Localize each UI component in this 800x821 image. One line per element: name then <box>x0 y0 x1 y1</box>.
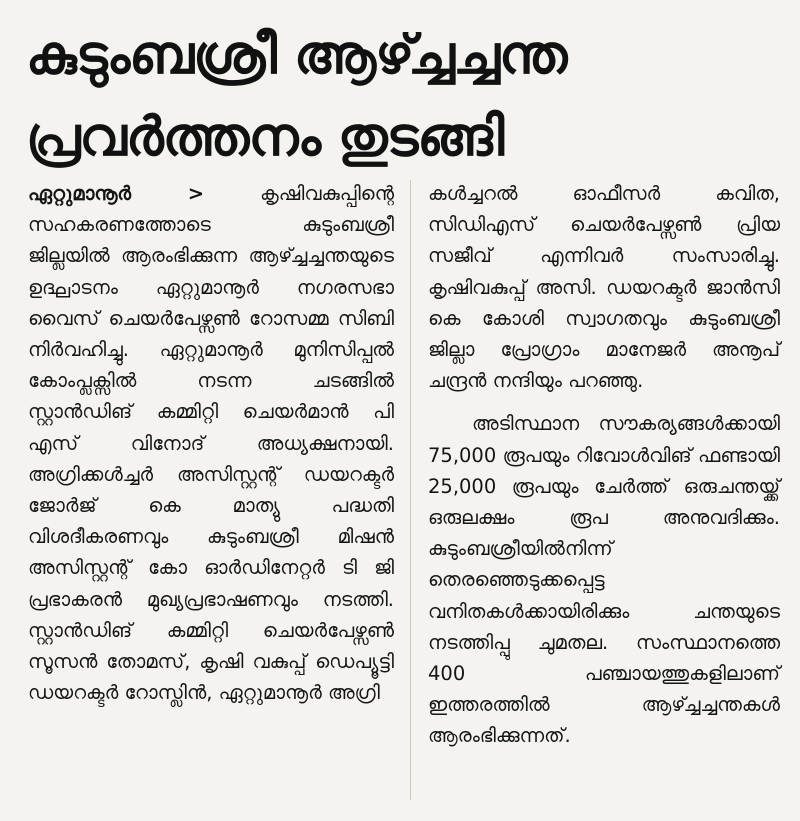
headline-line-2: പ്രവർത്തനം തുടങ്ങി <box>26 105 504 168</box>
headline-line-1: കുടുംബശ്രീ ആഴ്ച്ചച്ചന്ത <box>26 23 567 86</box>
article-body-left: കൃഷിവകുപ്പിന്റെ സഹകരണത്തോടെ കുടുംബശ്രീ ജില്ലയിൽ ആരംഭിക്കുന്ന ആഴ്ച്ചച്ചന്തയുടെ ഉദ്ഘാടനം ഏറ്റുമാനൂർ നഗരസഭാ വൈസ് ചെയർപേഴ്സൺ റോസമ്മ സിബി നിർവഹിച്ചു. ഏറ്റുമാനൂർ മുനിസിപ്പൽ കോംപ്ലക്സിൽ നടന്ന ചടങ്ങിൽ സ്റ്റാൻഡിങ് കമ്മിറ്റി ചെയർമാൻ പി എസ് വിനോദ് അധ്യക്ഷനായി. അഗ്രിക്കൾച്ചർ അസിസ്റ്റന്റ് ഡയറക്ടർ ജോർജ് കെ മാത്യു പദ്ധതി വിശദീകരണവും കുടുംബശ്രീ മിഷൻ അസിസ്റ്റന്റ് കോ ഓർഡിനേറ്റർ ടി ജി പ്രഭാകരൻ മുഖ്യപ്രഭാഷണവും നടത്തി. സ്റ്റാൻഡിങ് കമ്മിറ്റി ചെയർപേഴ്സൺ സൂസൻ തോമസ്, കൃഷി വകുപ്പ് ഡെപ്യൂട്ടി ഡയറക്ടർ റോസ്ലിൻ, ഏറ്റുമാനൂർ അഗ്രി <box>28 182 394 705</box>
article-paragraph-2: അടിസ്ഥാന സൗകര്യങ്ങൾക്കായി 75,000 രൂപയും റിവോൾവിങ് ഫണ്ടായി 25,000 രൂപയും ചേർത്ത് ഒരുചന്തയ്ക്ക് ഒരുലക്ഷം രൂപ അനുവദിക്കും. കുടുംബശ്രീയിൽനിന്ന് തെരഞ്ഞെടുക്കപ്പെട്ട വനിതകൾക്കായിരിക്കും ചന്തയുടെ നടത്തിപ്പു ചുമതല. സംസ്ഥാനത്തെ 400 പഞ്ചായത്തുകളിലാണ് ഇത്തരത്തിൽ ആഴ്ച്ചച്ചന്തകൾ ആരംഭിക്കുന്നത്. <box>428 412 780 748</box>
column-divider <box>410 180 411 800</box>
article-column-left <box>28 178 394 708</box>
article-column-right <box>428 178 780 752</box>
headline <box>26 14 796 178</box>
dateline: ഏറ്റുമാനൂർ > <box>28 182 205 205</box>
article-paragraph <box>28 178 394 708</box>
article-paragraph-continued: കൾച്ചറൽ ഓഫീസർ കവിത, സിഡിഎസ് ചെയർപേഴ്സൺ പ്രിയ സജീവ് എന്നിവർ സംസാരിച്ചു. കൃഷിവകുപ്പ് അസി. ഡയറക്ടർ ജാൻസി കെ കോശി സ്വാഗതവും കുടുംബശ്രീ ജില്ലാ പ്രോഗ്രാം മാനേജർ അനൂപ് ചന്ദ്രൻ നന്ദിയും പറഞ്ഞു. <box>428 182 780 393</box>
